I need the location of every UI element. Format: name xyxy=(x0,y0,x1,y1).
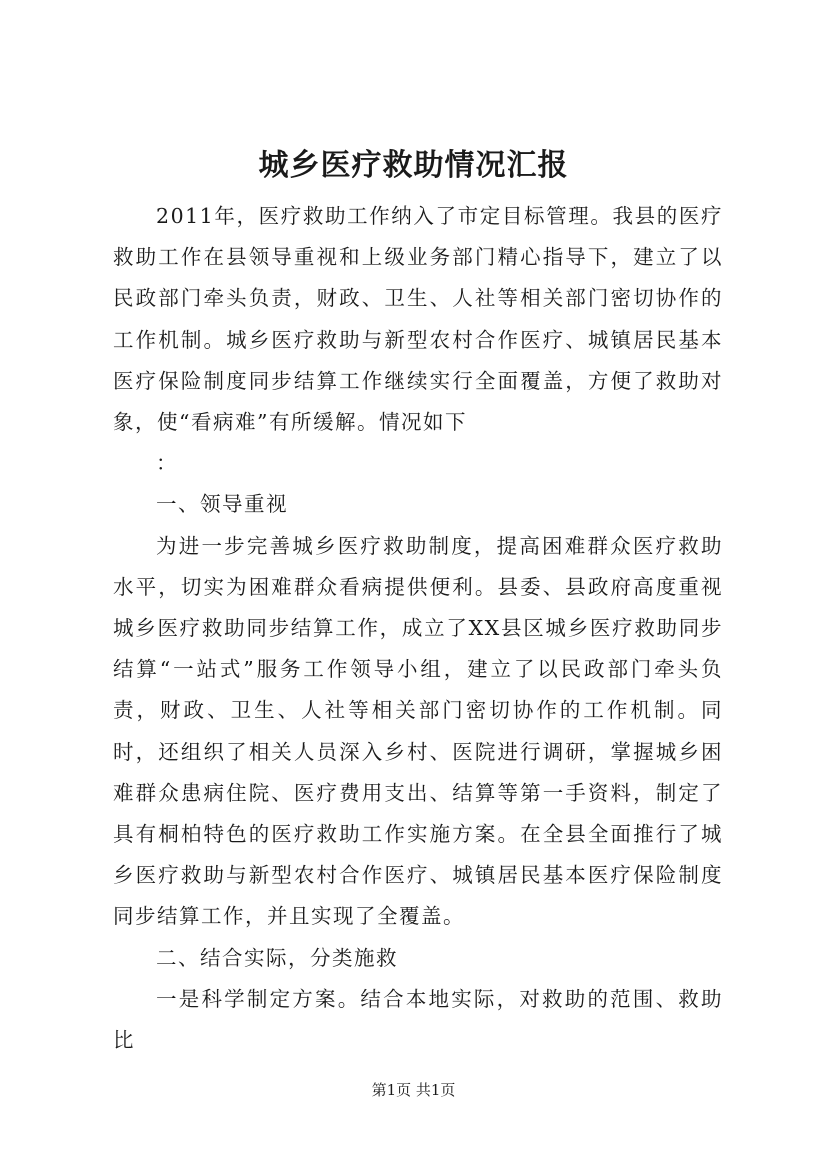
paragraph-intro: 2011年，医疗救助工作纳入了市定目标管理。我县的医疗救助工作在县领导重视和上级业务部门精心指导下，建立了以民政部门牵头负责，财政、卫生、人社等相关部门密切协作的工作机制。城乡医疗救助与新型农村合作医疗、城镇居民基本医疗保险制度同步结算工作继续实行全面覆盖，方便了救助对象，使“看病难”有所缓解。情况如下 xyxy=(113,204,723,435)
paragraph-leadership: 为进一步完善城乡医疗救助制度，提高困难群众医疗救助水平，切实为困难群众看病提供便利。县委、县政府高度重视城乡医疗救助同步结算工作，成立了XX县区城乡医疗救助同步结算“一站式”服务工作领导小组，建立了以民政部门牵头负责，财政、卫生、人社等相关部门密切协作的工作机制。同时，还组织了相关人员深入乡村、医院进行调研，掌握城乡困难群众患病住院、医疗费用支出、结算等第一手资料，制定了具有桐柏特色的医疗救助工作实施方案。在全县全面推行了城乡医疗救助与新型农村合作医疗、城镇居民基本医疗保险制度同步结算工作，并且实现了全覆盖。 xyxy=(113,533,723,929)
page-footer: 第1页 共1页 xyxy=(371,1081,456,1099)
section-heading-leadership: 一、领导重视 xyxy=(156,492,289,517)
section-heading-classification: 二、结合实际，分类施救 xyxy=(156,945,399,970)
paragraph-scheme: 一是科学制定方案。结合本地实际，对救助的范围、救助比 xyxy=(113,986,723,1053)
document-body xyxy=(113,196,723,1061)
document-title: 城乡医疗救助情况汇报 xyxy=(258,148,569,183)
paragraph-colon: ： xyxy=(156,451,179,476)
